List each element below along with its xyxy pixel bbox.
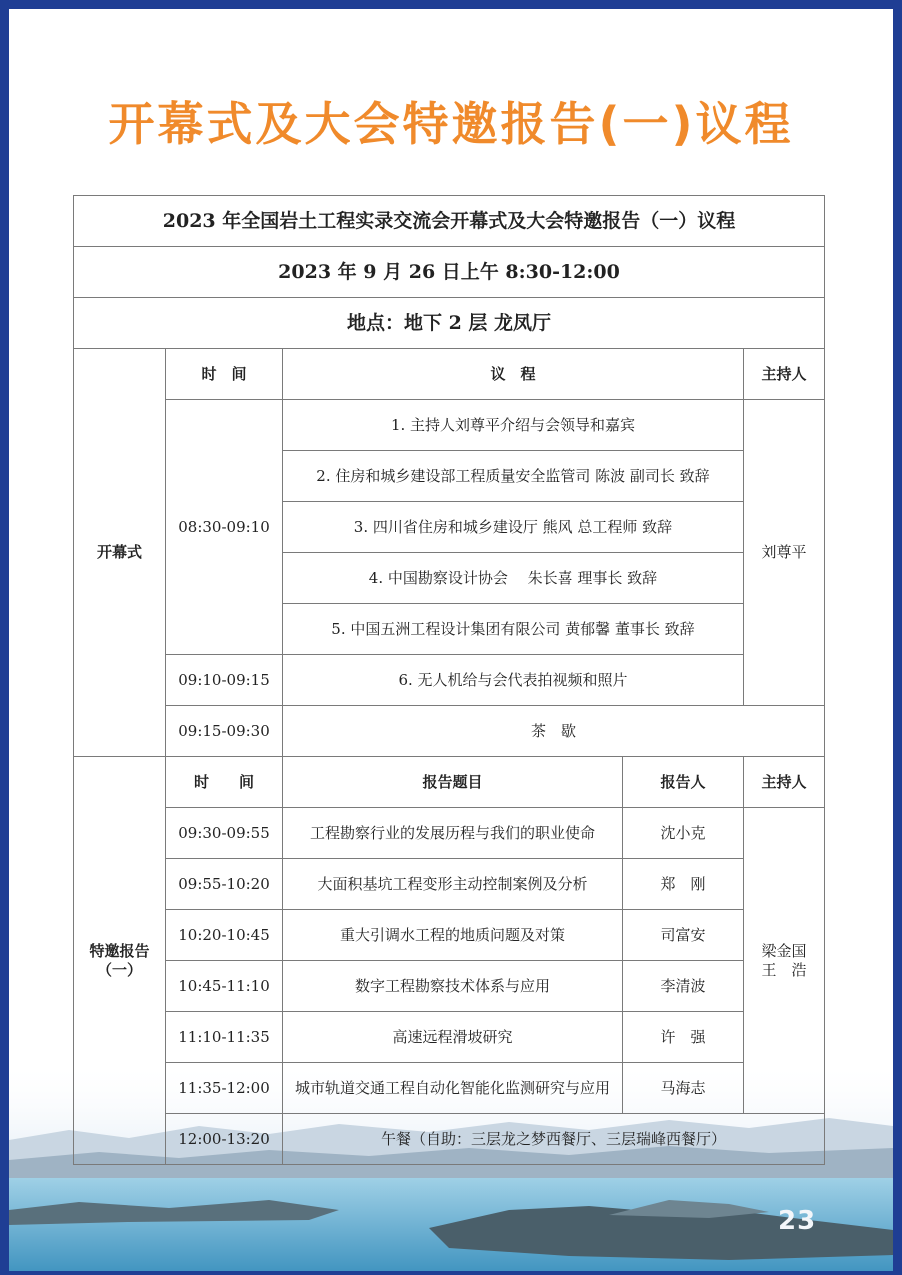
report-time: 11:35-12:00 — [166, 1063, 283, 1114]
opening-item: 1. 主持人刘尊平介绍与会领导和嘉宾 — [283, 400, 744, 451]
opening-item: 3. 四川省住房和城乡建设厅 熊风 总工程师 致辞 — [283, 502, 744, 553]
report-speaker: 李清波 — [623, 961, 744, 1012]
lunch-label: 午餐（自助：三层龙之梦西餐厅、三层瑞峰西餐厅） — [283, 1114, 825, 1165]
reports-host-1: 梁金国 — [761, 941, 807, 960]
reports-col-host: 主持人 — [744, 757, 825, 808]
report-speaker: 许 强 — [623, 1012, 744, 1063]
report-topic: 数字工程勘察技术体系与应用 — [283, 961, 623, 1012]
event-date-time: 2023 年 9 月 26 日上午 8:30-12:00 — [74, 247, 825, 298]
report-topic: 重大引调水工程的地质问题及对策 — [283, 910, 623, 961]
event-location: 地点：地下 2 层 龙凤厅 — [74, 298, 825, 349]
report-time: 09:30-09:55 — [166, 808, 283, 859]
report-topic: 高速远程滑坡研究 — [283, 1012, 623, 1063]
page-number: 23 — [778, 1206, 817, 1236]
reports-col-topic: 报告题目 — [283, 757, 623, 808]
report-speaker: 郑 刚 — [623, 859, 744, 910]
opening-item: 5. 中国五洲工程设计集团有限公司 黄郁馨 董事长 致辞 — [283, 604, 744, 655]
photo-time: 09:10-09:15 — [166, 655, 283, 706]
reports-col-time: 时 间 — [166, 757, 283, 808]
reports-host-2: 王 浩 — [761, 960, 807, 979]
opening-section-label: 开幕式 — [74, 349, 166, 757]
report-topic: 工程勘察行业的发展历程与我们的职业使命 — [283, 808, 623, 859]
opening-col-time: 时 间 — [166, 349, 283, 400]
photo-item: 6. 无人机给与会代表拍视频和照片 — [283, 655, 744, 706]
opening-col-host: 主持人 — [744, 349, 825, 400]
page-bottom-border — [0, 1271, 902, 1275]
page-title: 开幕式及大会特邀报告(一)议程 — [108, 97, 794, 151]
reports-host — [744, 808, 825, 1114]
event-title: 2023 年全国岩土工程实录交流会开幕式及大会特邀报告（一）议程 — [74, 196, 825, 247]
opening-time: 08:30-09:10 — [166, 400, 283, 655]
report-speaker: 沈小克 — [623, 808, 744, 859]
report-time: 10:20-10:45 — [166, 910, 283, 961]
report-time: 11:10-11:35 — [166, 1012, 283, 1063]
report-topic: 大面积基坑工程变形主动控制案例及分析 — [283, 859, 623, 910]
report-time: 09:55-10:20 — [166, 859, 283, 910]
report-topic: 城市轨道交通工程自动化智能化监测研究与应用 — [283, 1063, 623, 1114]
opening-item: 4. 中国勘察设计协会 朱长喜 理事长 致辞 — [283, 553, 744, 604]
report-time: 10:45-11:10 — [166, 961, 283, 1012]
report-speaker: 马海志 — [623, 1063, 744, 1114]
break-label: 茶 歇 — [283, 706, 825, 757]
agenda-table — [73, 195, 825, 1165]
reports-col-speaker: 报告人 — [623, 757, 744, 808]
lunch-time: 12:00-13:20 — [166, 1114, 283, 1165]
reports-section-label — [74, 757, 166, 1165]
break-time: 09:15-09:30 — [166, 706, 283, 757]
reports-section-label-line1: 特邀报告 — [89, 941, 150, 960]
report-speaker: 司富安 — [623, 910, 744, 961]
opening-host: 刘尊平 — [744, 400, 825, 706]
opening-item: 2. 住房和城乡建设部工程质量安全监管司 陈波 副司长 致辞 — [283, 451, 744, 502]
reports-section-label-line2: （一） — [96, 960, 142, 979]
opening-col-agenda: 议 程 — [283, 349, 744, 400]
